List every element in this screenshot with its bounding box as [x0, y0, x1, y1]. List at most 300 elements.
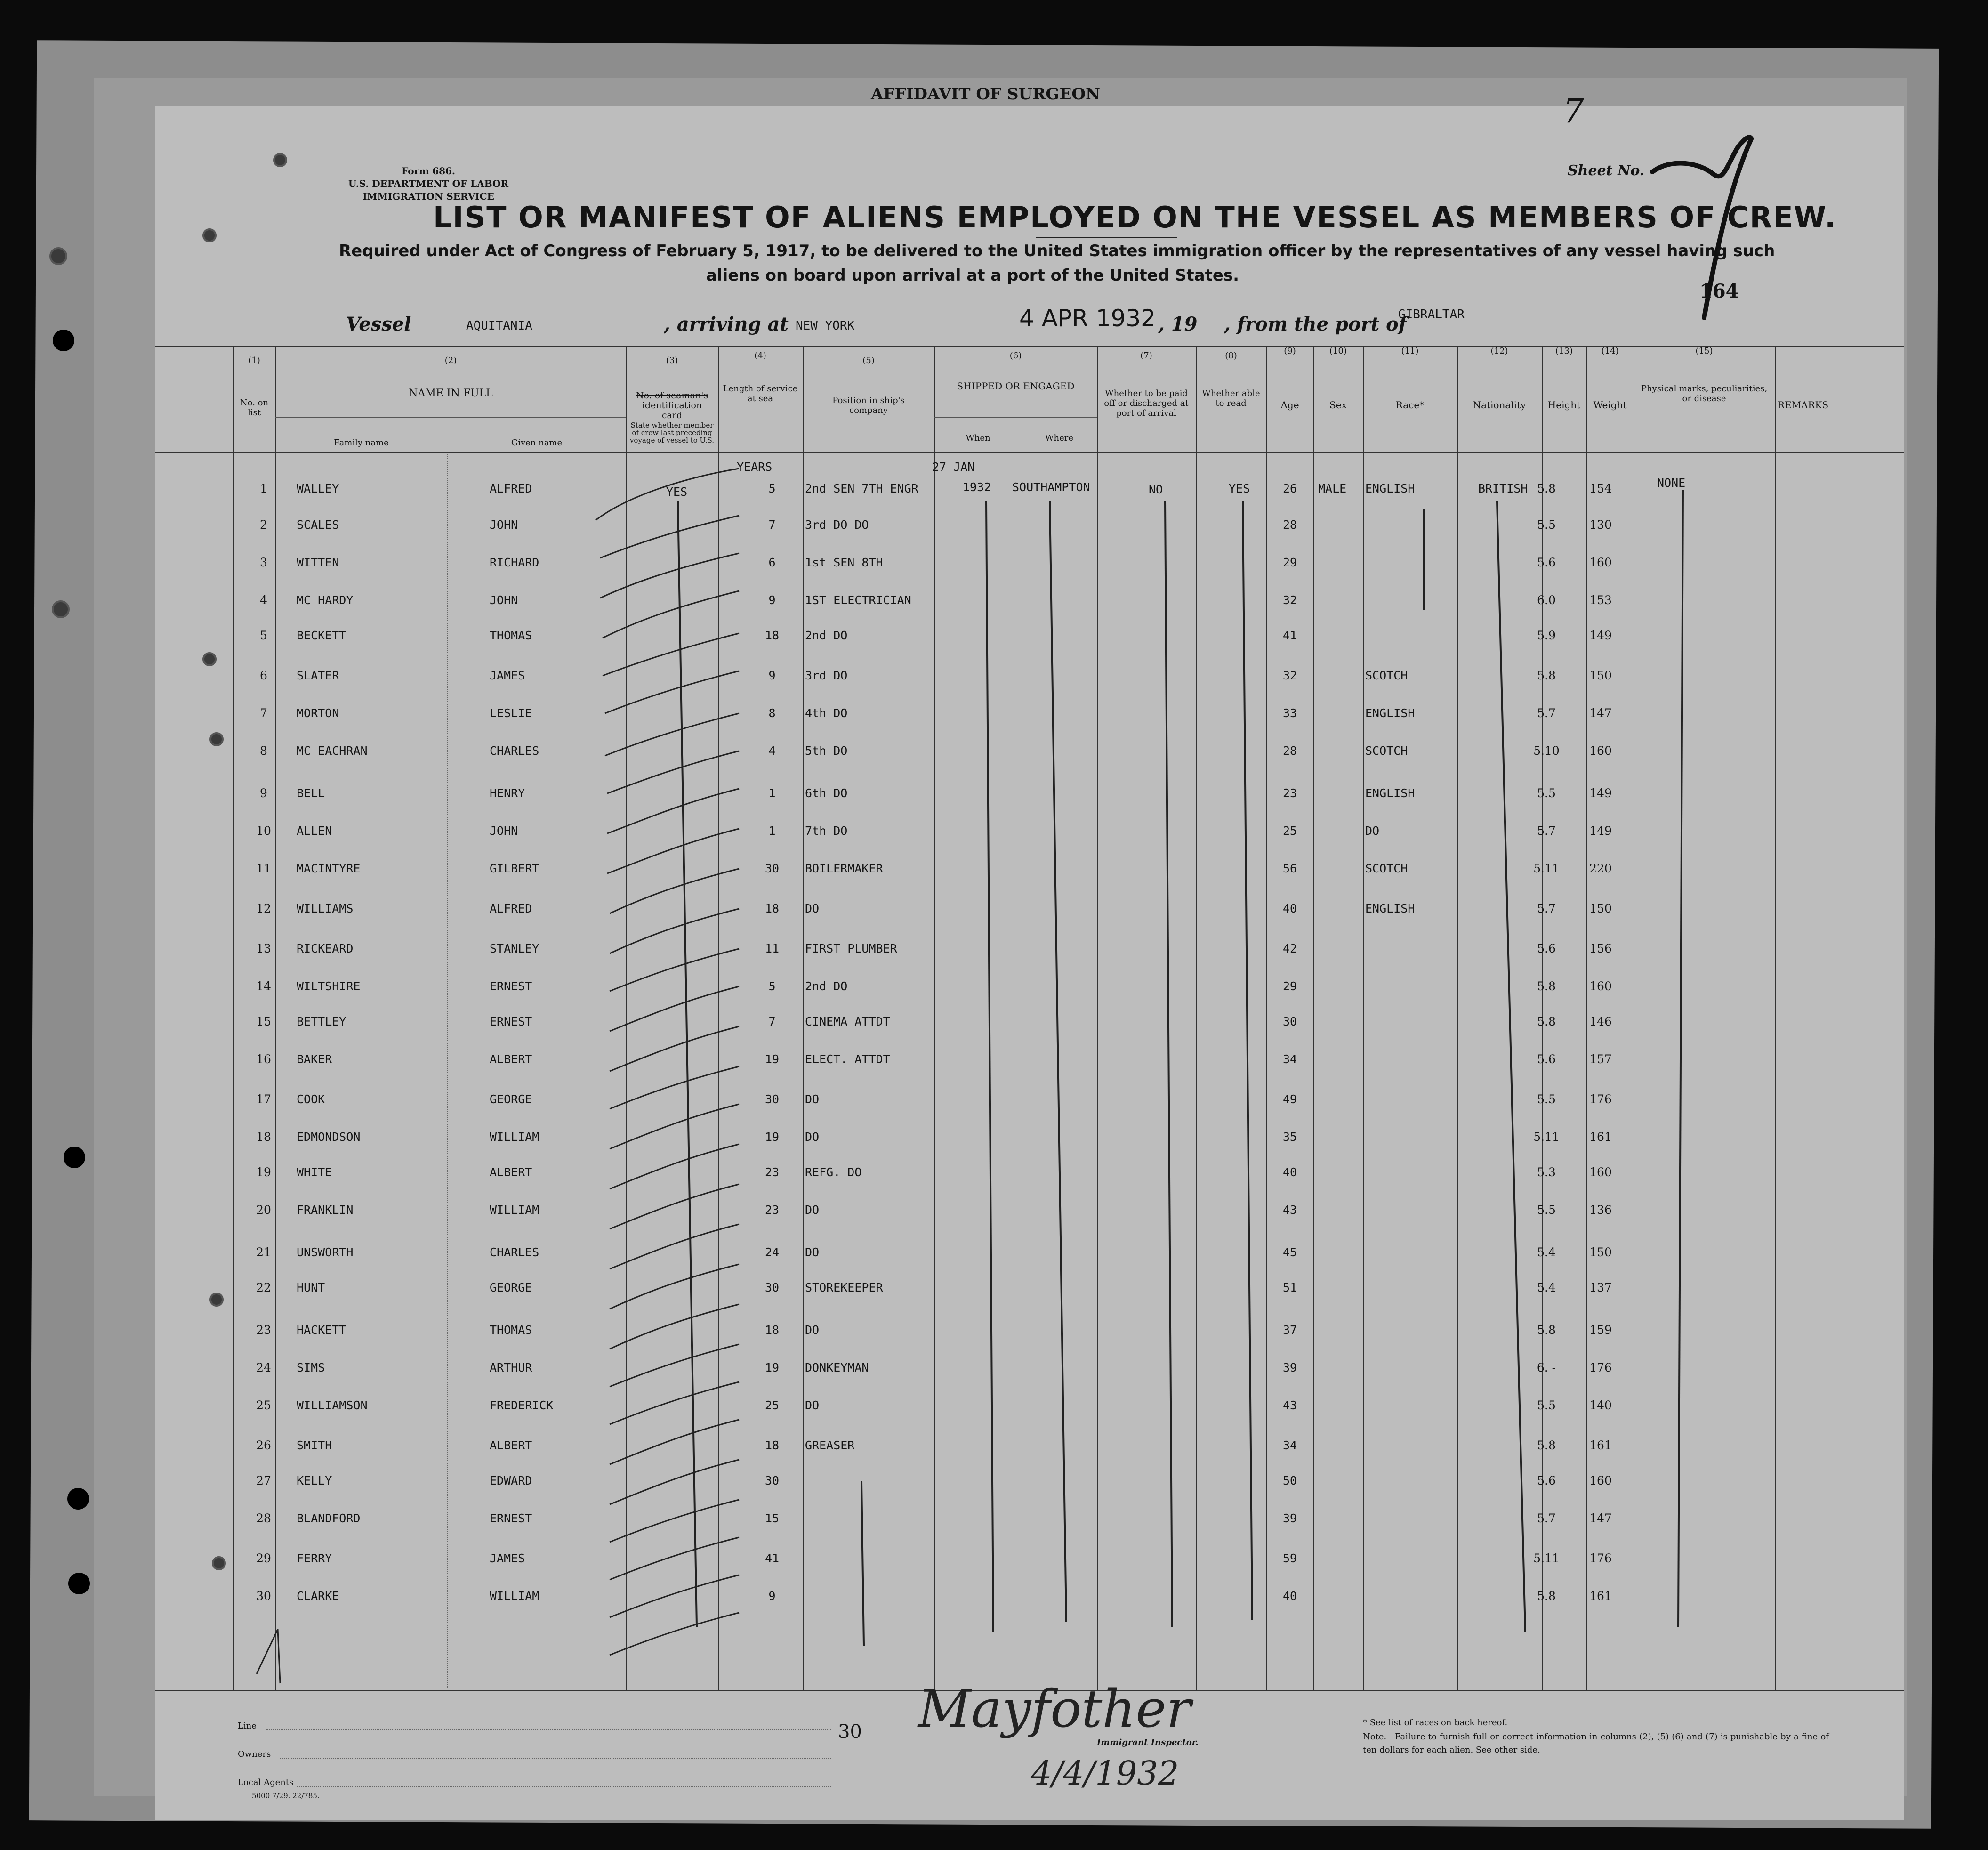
- height: 5.7: [1537, 824, 1556, 838]
- table-row: [155, 824, 1904, 862]
- age: 40: [1282, 902, 1297, 915]
- signature-date: 4/4/1932: [1031, 1754, 1179, 1793]
- footer-owners-dots: [280, 1758, 831, 1759]
- col-remarks: REMARKS: [1777, 399, 1829, 411]
- given-name: GEORGE: [490, 1281, 532, 1294]
- family-name: KELLY: [297, 1474, 332, 1487]
- row-number: 30: [256, 1589, 271, 1603]
- row-number: 25: [256, 1398, 271, 1412]
- service-years: 30: [765, 1474, 780, 1487]
- weight: 156: [1589, 942, 1612, 955]
- height: 5.6: [1537, 1052, 1556, 1066]
- position: 5th DO: [805, 744, 848, 758]
- col-nationality: Nationality: [1473, 399, 1526, 411]
- table-row: [155, 1015, 1904, 1052]
- age: 29: [1282, 556, 1297, 569]
- family-name: SCALES: [297, 518, 339, 532]
- table-row: [155, 482, 1904, 519]
- row-number: 5: [260, 629, 267, 642]
- col-height: Height: [1547, 399, 1581, 411]
- table-row: [155, 1361, 1904, 1398]
- family-name: MC HARDY: [297, 593, 354, 607]
- family-name: SLATER: [297, 669, 339, 682]
- age: 34: [1282, 1052, 1297, 1066]
- age: 43: [1282, 1398, 1297, 1412]
- given-name: CHARLES: [490, 1245, 539, 1259]
- required-line-1: Required under Act of Congress of February 5, 1917, to be delivered to the United States immigration officer by the representatives of any vessel having such: [339, 242, 1775, 260]
- given-name: ERNEST: [490, 1511, 532, 1525]
- table-row: [155, 1130, 1904, 1168]
- service-years: 30: [765, 1092, 780, 1106]
- position: ELECT. ATTDT: [805, 1052, 890, 1066]
- position: 2nd DO: [805, 629, 848, 642]
- binder-hole: [49, 247, 67, 265]
- family-name: WILLIAMS: [297, 902, 354, 915]
- position: DO: [805, 1203, 820, 1217]
- position: 3rd DO DO: [805, 518, 869, 532]
- table-row: [155, 1165, 1904, 1203]
- given-name: GILBERT: [490, 862, 539, 875]
- race: ENGLISH: [1365, 786, 1415, 800]
- family-name: HUNT: [297, 1281, 325, 1294]
- service-years: 5: [768, 979, 776, 993]
- age: 40: [1282, 1165, 1297, 1179]
- age: 28: [1282, 518, 1297, 532]
- col-family-name: Family name: [334, 438, 389, 448]
- race: ENGLISH: [1365, 902, 1415, 915]
- family-name: FERRY: [297, 1551, 332, 1565]
- service-years: 15: [765, 1511, 780, 1525]
- nationality-value: BRITISH: [1478, 482, 1528, 495]
- col-num: (11): [1401, 346, 1419, 356]
- table-row: [155, 1323, 1904, 1361]
- height: 5.7: [1537, 1511, 1556, 1525]
- weight: 176: [1589, 1361, 1612, 1374]
- service-years: 8: [768, 706, 776, 720]
- table-row: [155, 1438, 1904, 1476]
- row-number: 19: [256, 1165, 271, 1179]
- given-name: ALFRED: [490, 902, 532, 915]
- col-last-voyage: State whether member of crew last preceding voyage of vessel to U.S.: [629, 421, 715, 444]
- row-number: 27: [256, 1474, 271, 1487]
- height: 5.8: [1537, 482, 1556, 495]
- weight: 176: [1589, 1092, 1612, 1106]
- row-number: 12: [256, 902, 271, 915]
- col-num: (2): [444, 355, 457, 365]
- given-name: CHARLES: [490, 744, 539, 758]
- weight: 176: [1589, 1551, 1612, 1565]
- print-code: 5000 7/29. 22/785.: [252, 1792, 320, 1800]
- height: 5.5: [1537, 1398, 1556, 1412]
- footer-owners-label: Owners: [238, 1749, 271, 1759]
- table-row: [155, 1398, 1904, 1436]
- vessel-label: Vessel: [346, 313, 411, 335]
- given-name: ARTHUR: [490, 1361, 532, 1374]
- age: 23: [1282, 786, 1297, 800]
- table-row: [155, 593, 1904, 631]
- given-name: JOHN: [490, 824, 518, 838]
- family-name: UNSWORTH: [297, 1245, 354, 1259]
- col-given-name: Given name: [511, 438, 563, 448]
- weight: 157: [1589, 1052, 1612, 1066]
- height: 5.7: [1537, 902, 1556, 915]
- table-row: [155, 786, 1904, 824]
- row-number: 29: [256, 1551, 271, 1565]
- family-name: MACINTYRE: [297, 862, 361, 875]
- arriving-port: NEW YORK: [796, 319, 855, 333]
- age: 59: [1282, 1551, 1297, 1565]
- physical-marks-value: NONE: [1657, 476, 1686, 490]
- given-name: ALBERT: [490, 1438, 532, 1452]
- weight: 147: [1589, 706, 1612, 720]
- family-name: CLARKE: [297, 1589, 339, 1603]
- position: 1ST ELECTRICIAN: [805, 593, 911, 607]
- service-years: 23: [765, 1165, 780, 1179]
- weight: 136: [1589, 1203, 1612, 1217]
- service-years: 23: [765, 1203, 780, 1217]
- age: 39: [1282, 1511, 1297, 1525]
- form-line: Form 686.: [402, 165, 455, 177]
- row-number: 8: [260, 744, 267, 758]
- required-line-2: aliens on board upon arrival at a port of the United States.: [706, 266, 1239, 285]
- position: CINEMA ATTDT: [805, 1015, 890, 1028]
- row-number: 23: [256, 1323, 271, 1337]
- fine-note: Note.—Failure to furnish full or correct information in columns (2), (5) (6) and (7) is punishable by a fine of ten dollars for each alien. See other side.: [1363, 1732, 1829, 1755]
- race: ENGLISH: [1365, 482, 1415, 495]
- crew-count-handwritten: 30: [838, 1721, 862, 1743]
- family-name: WALLEY: [297, 482, 339, 495]
- weight: 146: [1589, 1015, 1612, 1028]
- row-number: 9: [260, 786, 267, 800]
- inspector-signature: Mayfother: [918, 1679, 1191, 1739]
- family-name: EDMONDSON: [297, 1130, 361, 1144]
- service-years: 30: [765, 862, 780, 875]
- row-number: 17: [256, 1092, 271, 1106]
- age: 25: [1282, 824, 1297, 838]
- weight: 140: [1589, 1398, 1612, 1412]
- position: DO: [805, 1323, 820, 1337]
- paid-off-value: NO: [1149, 483, 1163, 496]
- footer-agents-dots: [297, 1786, 831, 1787]
- arrival-date-stamp: 4 APR 1932: [1019, 305, 1156, 332]
- table-row: [155, 706, 1904, 744]
- races-note: * See list of races on back hereof.: [1363, 1718, 1508, 1728]
- row-number: 14: [256, 979, 271, 993]
- col-no-on-list: No. on list: [240, 398, 269, 418]
- race: ENGLISH: [1365, 706, 1415, 720]
- given-name: ALFRED: [490, 482, 532, 495]
- given-name: WILLIAM: [490, 1203, 539, 1217]
- age: 41: [1282, 629, 1297, 642]
- form-line: IMMIGRATION SERVICE: [362, 191, 494, 202]
- able-to-read-value: YES: [1229, 482, 1250, 495]
- binder-hole: [67, 1488, 89, 1510]
- vessel-name: AQUITANIA: [466, 319, 532, 333]
- service-years: 6: [768, 556, 776, 569]
- height: 5.8: [1537, 669, 1556, 682]
- position: REFG. DO: [805, 1165, 862, 1179]
- binder-hole: [52, 600, 70, 618]
- position: FIRST PLUMBER: [805, 942, 897, 955]
- sheet-label: Sheet No.: [1568, 162, 1645, 179]
- given-name: JAMES: [490, 1551, 525, 1565]
- age: 51: [1282, 1281, 1297, 1294]
- family-name: FRANKLIN: [297, 1203, 354, 1217]
- height: 6.0: [1537, 593, 1556, 607]
- family-name: WILTSHIRE: [297, 979, 361, 993]
- col-num: (1): [248, 355, 260, 365]
- age: 28: [1282, 744, 1297, 758]
- binder-hole: [53, 330, 74, 351]
- given-name: WILLIAM: [490, 1130, 539, 1144]
- footer-line-dots: [266, 1729, 831, 1730]
- position: 1st SEN 8TH: [805, 556, 883, 569]
- height: 5.8: [1537, 1438, 1556, 1452]
- height: 5.11: [1533, 1130, 1560, 1144]
- service-years: 30: [765, 1281, 780, 1294]
- col-able-to-read: Whether able to read: [1202, 388, 1260, 408]
- given-name: WILLIAM: [490, 1589, 539, 1603]
- age: 26: [1282, 482, 1297, 495]
- given-name: ERNEST: [490, 979, 532, 993]
- family-name: WILLIAMSON: [297, 1398, 368, 1412]
- table-row: [155, 862, 1904, 899]
- col-race: Race*: [1395, 399, 1425, 411]
- col-num: (10): [1329, 346, 1347, 356]
- table-row: [155, 669, 1904, 706]
- given-name: STANLEY: [490, 942, 539, 955]
- row-number: 18: [256, 1130, 271, 1144]
- height: 5.5: [1537, 1092, 1556, 1106]
- binder-hole: [64, 1147, 85, 1168]
- service-years: 11: [765, 942, 780, 955]
- col-num: (3): [666, 355, 678, 365]
- table-row: [155, 1203, 1904, 1241]
- weight: 149: [1589, 629, 1612, 642]
- weight: 160: [1589, 556, 1612, 569]
- height: 6. -: [1537, 1361, 1556, 1374]
- table-row: [155, 629, 1904, 666]
- race: SCOTCH: [1365, 669, 1408, 682]
- age: 33: [1282, 706, 1297, 720]
- age: 35: [1282, 1130, 1297, 1144]
- table-row: [155, 942, 1904, 979]
- table-row: [155, 556, 1904, 593]
- height: 5.5: [1537, 518, 1556, 532]
- table-row: [155, 1589, 1904, 1627]
- row-number: 10: [256, 824, 271, 838]
- height: 5.8: [1537, 1589, 1556, 1603]
- age: 29: [1282, 979, 1297, 993]
- col-weight: Weight: [1593, 399, 1627, 411]
- position: 3rd DO: [805, 669, 848, 682]
- years-label: YEARS: [737, 460, 773, 474]
- col-sex: Sex: [1329, 399, 1347, 411]
- given-name: ERNEST: [490, 1015, 532, 1028]
- weight: 149: [1589, 824, 1612, 838]
- service-years: 18: [765, 629, 780, 642]
- race: SCOTCH: [1365, 744, 1408, 758]
- family-name: BECKETT: [297, 629, 346, 642]
- family-name: SIMS: [297, 1361, 325, 1374]
- inspector-label: Immigrant Inspector.: [1097, 1737, 1199, 1747]
- col-num: (9): [1284, 346, 1296, 356]
- col-physical-marks: Physical marks, peculiarities, or disease: [1641, 384, 1768, 404]
- service-years: 9: [768, 593, 776, 607]
- family-name: HACKETT: [297, 1323, 346, 1337]
- family-name: WHITE: [297, 1165, 332, 1179]
- table-row: [155, 902, 1904, 939]
- col-num: (12): [1490, 346, 1508, 356]
- col-shipped-where: Where: [1045, 433, 1073, 443]
- member-last-voyage: YES: [666, 485, 688, 499]
- year-label: , 19: [1158, 313, 1198, 335]
- height: 5.4: [1537, 1245, 1556, 1259]
- height: 5.8: [1537, 1015, 1556, 1028]
- service-years: 18: [765, 1438, 780, 1452]
- col-length-of-service: Length of service at sea: [723, 384, 798, 404]
- col-num: (5): [862, 355, 875, 365]
- col-num: (15): [1695, 346, 1713, 356]
- position: DO: [805, 1092, 820, 1106]
- service-years: 4: [768, 744, 776, 758]
- col-num: (14): [1601, 346, 1619, 356]
- shipped-when-year: 1932: [963, 480, 991, 494]
- table-row: [155, 1092, 1904, 1130]
- col-num: (13): [1555, 346, 1573, 356]
- service-years: 19: [765, 1130, 780, 1144]
- position: BOILERMAKER: [805, 862, 883, 875]
- age: 49: [1282, 1092, 1297, 1106]
- service-years: 19: [765, 1052, 780, 1066]
- row-number: 7: [260, 706, 267, 720]
- family-name: BELL: [297, 786, 325, 800]
- table-row: [155, 518, 1904, 556]
- position: 2nd DO: [805, 979, 848, 993]
- row-number: 21: [256, 1245, 271, 1259]
- row-number: 26: [256, 1438, 271, 1452]
- col-num: (4): [754, 351, 766, 361]
- weight: 160: [1589, 744, 1612, 758]
- departure-port: GIBRALTAR: [1398, 307, 1465, 322]
- height: 5.7: [1537, 706, 1556, 720]
- arriving-label: , arriving at: [664, 313, 789, 335]
- footer-line-label: Line: [238, 1721, 257, 1731]
- service-years: 25: [765, 1398, 780, 1412]
- given-name: JAMES: [490, 669, 525, 682]
- binder-hole: [68, 1573, 90, 1594]
- age: 37: [1282, 1323, 1297, 1337]
- service-years: 24: [765, 1245, 780, 1259]
- row-number: 1: [260, 482, 267, 495]
- manifest-page: [155, 85, 1904, 1820]
- weight: 150: [1589, 669, 1612, 682]
- position: DO: [805, 902, 820, 915]
- given-name: RICHARD: [490, 556, 539, 569]
- weight: 150: [1589, 902, 1612, 915]
- weight: 154: [1589, 482, 1612, 495]
- weight: 160: [1589, 1474, 1612, 1487]
- col-id-card-struck: No. of seaman's identification card: [636, 390, 708, 420]
- row-number: 6: [260, 669, 267, 682]
- service-years: 18: [765, 1323, 780, 1337]
- given-name: ALBERT: [490, 1165, 532, 1179]
- row-number: 28: [256, 1511, 271, 1525]
- table-row: [155, 744, 1904, 782]
- table-row: [155, 1052, 1904, 1090]
- height: 5.11: [1533, 862, 1560, 875]
- row-number: 20: [256, 1203, 271, 1217]
- position: DONKEYMAN: [805, 1361, 869, 1374]
- position: DO: [805, 1130, 820, 1144]
- row-number: 11: [256, 862, 271, 875]
- race: DO: [1365, 824, 1380, 838]
- given-name: JOHN: [490, 518, 518, 532]
- col-num: (7): [1140, 351, 1152, 361]
- family-name: MC EACHRAN: [297, 744, 368, 758]
- height: 5.9: [1537, 629, 1556, 642]
- weight: 147: [1589, 1511, 1612, 1525]
- col-shipped-when: When: [966, 433, 990, 443]
- col-position: Position in ship's company: [832, 396, 905, 415]
- position: DO: [805, 1245, 820, 1259]
- service-years: 1: [768, 786, 776, 800]
- weight: 161: [1589, 1589, 1612, 1603]
- height: 5.6: [1537, 556, 1556, 569]
- age: 42: [1282, 942, 1297, 955]
- age: 32: [1282, 593, 1297, 607]
- height: 5.5: [1537, 786, 1556, 800]
- service-years: 7: [768, 518, 776, 532]
- given-name: THOMAS: [490, 1323, 532, 1337]
- weight: 159: [1589, 1323, 1612, 1337]
- affidavit-heading: AFFIDAVIT OF SURGEON: [871, 85, 1101, 104]
- row-number: 2: [260, 518, 267, 532]
- height: 5.3: [1537, 1165, 1556, 1179]
- weight: 160: [1589, 979, 1612, 993]
- height: 5.6: [1537, 942, 1556, 955]
- row-number: 16: [256, 1052, 271, 1066]
- height: 5.8: [1537, 1323, 1556, 1337]
- service-years: 41: [765, 1551, 780, 1565]
- col-paid-off: Whether to be paid off or discharged at port of arrival: [1104, 388, 1189, 418]
- position: DO: [805, 1398, 820, 1412]
- position: STOREKEEPER: [805, 1281, 883, 1294]
- age: 34: [1282, 1438, 1297, 1452]
- row-number: 24: [256, 1361, 271, 1374]
- position: 2nd SEN 7TH ENGR: [805, 482, 918, 495]
- family-name: MORTON: [297, 706, 339, 720]
- family-name: BLANDFORD: [297, 1511, 361, 1525]
- family-name: BAKER: [297, 1052, 332, 1066]
- col-shipped-engaged: SHIPPED OR ENGAGED: [957, 380, 1075, 392]
- col-num: (6): [1009, 351, 1022, 361]
- age: 39: [1282, 1361, 1297, 1374]
- sex-value: MALE: [1318, 482, 1347, 495]
- height: 5.5: [1537, 1203, 1556, 1217]
- table-row: [155, 1245, 1904, 1283]
- race: SCOTCH: [1365, 862, 1408, 875]
- position: GREASER: [805, 1438, 855, 1452]
- service-years: 18: [765, 902, 780, 915]
- weight: 153: [1589, 593, 1612, 607]
- age: 40: [1282, 1589, 1297, 1603]
- weight: 220: [1589, 862, 1612, 875]
- col-num: (8): [1225, 351, 1237, 361]
- given-name: HENRY: [490, 786, 525, 800]
- service-years: 5: [768, 482, 776, 495]
- form-line: U.S. DEPARTMENT OF LABOR: [348, 178, 509, 189]
